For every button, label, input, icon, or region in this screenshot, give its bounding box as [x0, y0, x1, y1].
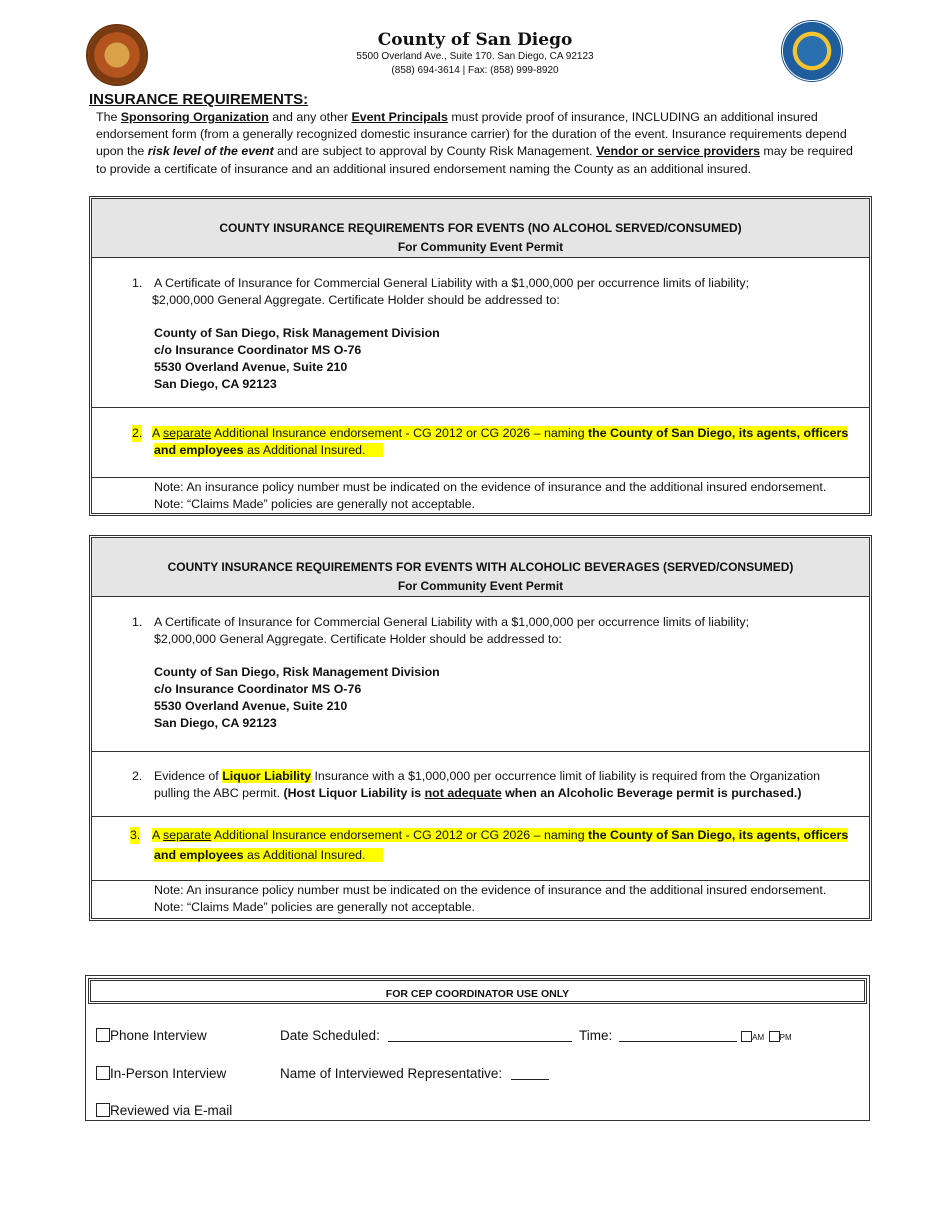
in-person-interview-checkbox[interactable] [96, 1066, 110, 1080]
org-name: County of San Diego [377, 30, 573, 50]
box1-item-2: 2. A separate Additional Insurance endorsement - CG 2012 or CG 2026 – naming the County of San Diego, its agents, officers and employees as Additional Insured. [92, 408, 869, 478]
phone-interview-option[interactable] [96, 1027, 207, 1045]
box2-item-2: 2. Evidence of Liquor Liability Insurance with a $1,000,000 per occurrence limit of liability is required from the Organization pulling the ABC permit. (Host Liquor Liability is not adequate when an Alcoholic Beverage permit is purchased.) [92, 752, 869, 817]
no-alcohol-requirements-box [89, 196, 872, 516]
phone-interview-checkbox[interactable] [96, 1028, 110, 1042]
box2-item-1: 1. A Certificate of Insurance for Commercial General Liability with a $1,000,000 per occurrence limits of liability; $2,000,000 General Aggregate. Certificate Holder should be addressed to: County of San Diego, Risk Management Division c/o Insurance Coordinator MS O-76 5530 Overland Avenue, Suite 210 San Diego, CA 92123 [92, 597, 869, 752]
box1-title: COUNTY INSURANCE REQUIREMENTS FOR EVENTS (NO ALCOHOL SERVED/CONSUMED) [219, 221, 742, 235]
time-label: Time: [579, 1028, 613, 1043]
box1-item-1: 1. A Certificate of Insurance for Commercial General Liability with a $1,000,000 per occurrence limits of liability; $2,000,000 General Aggregate. Certificate Holder should be addressed to: County of San Diego, Risk Management Division c/o Insurance Coordinator MS O-76 5530 Overland Avenue, Suite 210 San Diego, CA 92123 [92, 258, 869, 408]
am-label: AM [752, 1033, 765, 1042]
box2-item-3: 3. A separate Additional Insurance endorsement - CG 2012 or CG 2026 – naming the County of San Diego, its agents, officers and employees as Additional Insured. [92, 817, 869, 881]
box2-notes: Note: An insurance policy number must be indicated on the evidence of insurance and the additional insured endorsement. Note: “Claims Made” policies are generally not acceptable. [154, 883, 827, 914]
email-review-label: Reviewed via E-mail [110, 1103, 233, 1118]
org-contact: (858) 694-3614 | Fax: (858) 999-8920 [391, 65, 559, 76]
cep-title: FOR CEP COORDINATOR USE ONLY [88, 978, 867, 1004]
certificate-holder-address: County of San Diego, Risk Management Division c/o Insurance Coordinator MS O-76 5530 Overland Avenue, Suite 210 San Diego, CA 92123 [154, 665, 440, 730]
time-field[interactable] [619, 1029, 737, 1042]
pm-label: PM [779, 1033, 792, 1042]
box2-subtitle: For Community Event Permit [397, 579, 564, 593]
representative-name-label: Name of Interviewed Representative: [280, 1066, 503, 1081]
in-person-interview-option[interactable] [96, 1065, 226, 1083]
alcohol-requirements-box [89, 535, 872, 921]
cep-coordinator-box [85, 975, 870, 1121]
date-scheduled-field[interactable] [388, 1029, 572, 1042]
section-title: INSURANCE REQUIREMENTS: [89, 91, 309, 108]
representative-name-field[interactable] [511, 1067, 549, 1080]
am-checkbox[interactable] [741, 1031, 752, 1042]
phone-interview-label: Phone Interview [110, 1028, 207, 1043]
email-review-option[interactable] [96, 1102, 232, 1120]
box1-notes: Note: An insurance policy number must be indicated on the evidence of insurance and the additional insured endorsement. Note: “Claims Made” policies are generally not acceptable. [154, 480, 827, 511]
in-person-interview-label: In-Person Interview [110, 1066, 227, 1081]
pm-checkbox[interactable] [769, 1031, 780, 1042]
org-address: 5500 Overland Ave., Suite 170. San Diego, CA 92123 [356, 51, 594, 62]
certificate-holder-address: County of San Diego, Risk Management Division c/o Insurance Coordinator MS O-76 5530 Overland Avenue, Suite 210 San Diego, CA 92123 [154, 326, 440, 391]
intro-paragraph: The Sponsoring Organization and any other Event Principals must provide proof of insurance, INCLUDING an additional insured endorsement form (from a generally recognized domestic insurance carrier) for the duration of the event. Insurance requirements depend upon the risk level of the event and are subject to approval by County Risk Management. Vendor or service providers may be required to provide a certificate of insurance and an additional insured endorsement naming the County as an additional insured. [96, 110, 853, 176]
box2-title: COUNTY INSURANCE REQUIREMENTS FOR EVENTS WITH ALCOHOLIC BEVERAGES (SERVED/CONSUMED) [167, 560, 794, 574]
box1-subtitle: For Community Event Permit [397, 240, 564, 254]
email-review-checkbox[interactable] [96, 1103, 110, 1117]
date-scheduled-label: Date Scheduled: [280, 1028, 380, 1043]
